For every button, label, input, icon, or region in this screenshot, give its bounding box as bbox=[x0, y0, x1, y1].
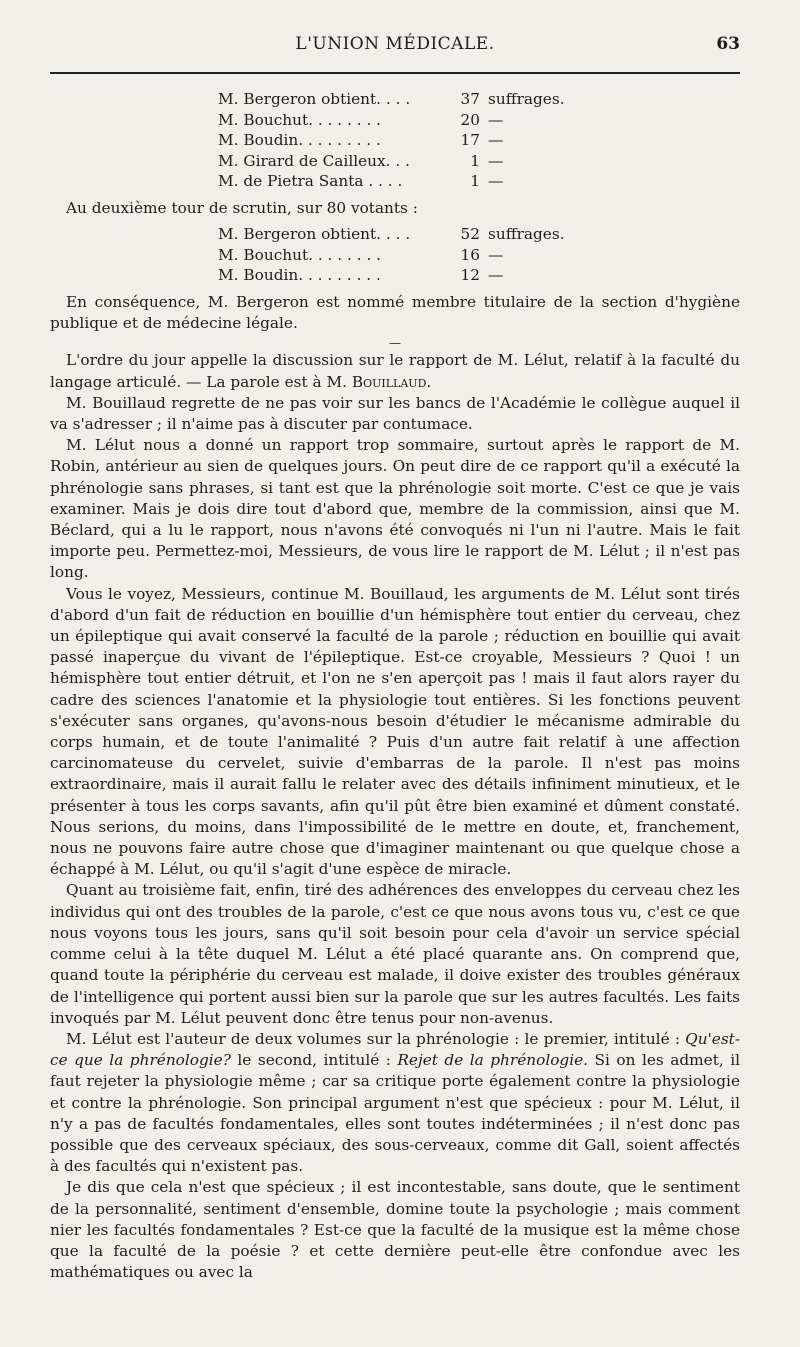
vote-unit: suffrages. bbox=[488, 225, 565, 243]
agenda-end: . bbox=[426, 372, 432, 391]
vote-count: 1 bbox=[470, 172, 480, 190]
section-separator: — bbox=[389, 336, 401, 351]
body-paragraph: Quant au troisième fait, enfin, tiré des adhérences des enveloppes du cerveau chez les individus qui ont des troubles de la parole, c'est ce que nous avons tous vu, c'est ce que nous voyons tous les jours, sans qu'il soit besoin pour cela d'avoir un service spécial comme celui à la tête duquel M. Lélut a été placé quarante ans. On comprend que, quand toute la périphérie du cerveau est malade, il doive exister des troubles généraux de l'intelligence qui portent aussi bien sur la parole que sur les autres facultés. Les faits invoqués par M. Lélut peuvent donc être tenus pour non-avenus. bbox=[50, 881, 740, 1027]
vote-row bbox=[50, 111, 740, 132]
vote-count: 1 bbox=[470, 151, 480, 170]
second-round-results bbox=[50, 225, 740, 287]
vote-unit: — bbox=[488, 151, 504, 170]
vote-row bbox=[50, 246, 740, 267]
candidate-name: M. de Pietra Santa . . . . bbox=[218, 172, 403, 190]
vote-unit: suffrages. bbox=[488, 90, 565, 108]
vote-row bbox=[50, 131, 740, 152]
vote-count: 37 bbox=[460, 90, 480, 108]
vote-row bbox=[50, 152, 740, 173]
vote-count: 17 bbox=[460, 131, 480, 149]
vote-row bbox=[50, 225, 740, 246]
second-round-intro: Au deuxième tour de scrutin, sur 80 votants : bbox=[66, 199, 418, 217]
book-title: Rejet de la phrénologie. bbox=[397, 1051, 589, 1070]
candidate-name: M. Boudin. . . . . . . . . bbox=[218, 131, 381, 149]
header-rule bbox=[50, 72, 740, 74]
vote-count: 52 bbox=[460, 225, 480, 243]
vote-unit: — bbox=[488, 266, 504, 284]
vote-count: 16 bbox=[460, 245, 480, 264]
body-paragraph bbox=[50, 1029, 740, 1177]
candidate-name: M. Bergeron obtient. . . . bbox=[218, 225, 411, 243]
text-run: M. Lélut est l'auteur de deux volumes sur la phrénologie : le premier, intitulé : bbox=[66, 1029, 686, 1048]
running-head: L'UNION MÉDICALE. bbox=[295, 34, 495, 54]
article-body bbox=[50, 292, 740, 1283]
book-title: Qu'est-ce que la phrénologie? bbox=[50, 1029, 740, 1070]
text-run: le second, intitulé : bbox=[230, 1051, 398, 1070]
vote-count: 12 bbox=[460, 266, 480, 284]
vote-unit: — bbox=[488, 245, 504, 264]
vote-row bbox=[50, 90, 740, 111]
body-paragraph: Je dis que cela n'est que spécieux ; il est incontestable, sans doute, que le sentiment de la personnalité, sentiment d'ensemble, domine toute la psychologie ; mais comment nier les facultés fondamentales ? Est-ce que la faculté de la musique est la même chose que la faculté de la poésie ? et cette dernière peut-elle être confondue avec les mathématiques ou avec la bbox=[50, 1178, 740, 1282]
vote-unit: — bbox=[488, 131, 504, 149]
election-conclusion: En conséquence, M. Bergeron est nommé membre titulaire de la section d'hygiène publique et de médecine légale. bbox=[50, 293, 740, 333]
vote-unit: — bbox=[488, 110, 504, 129]
candidate-name: M. Girard de Cailleux. . . bbox=[218, 151, 410, 170]
page-number: 63 bbox=[716, 34, 740, 54]
agenda-paragraph bbox=[50, 350, 740, 392]
body-paragraph: Vous le voyez, Messieurs, continue M. Bouillaud, les arguments de M. Lélut sont tirés d'abord d'un fait de réduction en bouillie d'un hémisphère tout entier du cerveau, chez un épileptique qui avait conservé la faculté de la parole ; réduction en bouillie qui avait passé inaperçue du vivant de l'épileptique. Est-ce croyable, Messieurs ? Quoi ! un hémisphère tout entier détruit, et l'on ne s'en aperçoit pas ! mais il faut alors rayer du cadre des sciences l'anatomie et la physiologie tout entières. Si les fonctions peuvent s'exécuter sans organes, qu'avons-nous besoin d'étudier le mécanisme admirable du corps humain, et de toute l'animalité ? Puis d'un autre fait relatif à une affection carcinomateuse du cervelet, suivie d'embarras de la parole. Il n'est pas moins extraordinaire, mais il aurait fallu le relater avec des détails infiniment minutieux, et le présenter à tous les corps savants, afin qu'il pût être bien examiné et dûment constaté. Nous serions, du moins, dans l'impossibilité de le mettre en doute, et, franchement, nous ne pouvons faire autre chose que d'imaginer maintenant ou que quelque chose a échappé à M. Lélut, ou qu'il s'agit d'une espèce de miracle. bbox=[50, 584, 740, 879]
candidate-name: M. Bergeron obtient. . . . bbox=[218, 90, 411, 108]
candidate-name: M. Bouchut. . . . . . . . bbox=[218, 245, 382, 264]
body-paragraph: M. Lélut nous a donné un rapport trop sommaire, surtout après le rapport de M. Robin, antérieur au sien de quelques jours. On peut dire de ce rapport qu'il a exécuté la phrénologie sans phrases, si tant est que la phrénologie soit morte. C'est ce que je vais examiner. Mais je dois dire tout d'abord que, membre de la commission, ainsi que M. Béclard, qui a lu le rapport, nous n'avons été convoqués ni l'un ni l'autre. Mais le fait importe peu. Permettez-moi, Messieurs, de vous lire le rapport de M. Lélut ; il n'est pas long. bbox=[50, 436, 740, 582]
text-run: Si on les admet, il faut rejeter la physiologie même ; car sa critique porte également contre la physiologie et contre la phrénologie. Son principal argument n'est que spécieux : pour M. Lélut, il n'y a pas de facultés fondamentales, elles sont toutes indéterminées ; il n'est donc pas possible que des cerveaux spéciaux, des sous-cerveaux, comme dit Gall, soient affectés à des facultés qui n'existent pas. bbox=[50, 1051, 740, 1176]
vote-row bbox=[50, 172, 740, 193]
body-paragraph: M. Bouillaud regrette de ne pas voir sur les bancs de l'Académie le collègue auquel il va s'adresser ; il n'aime pas à discuter par contumace. bbox=[50, 393, 740, 434]
candidate-name: M. Bouchut. . . . . . . . bbox=[218, 110, 382, 129]
page-header bbox=[50, 34, 740, 60]
candidate-name: M. Boudin. . . . . . . . . bbox=[218, 266, 381, 284]
vote-row bbox=[50, 266, 740, 287]
first-round-results bbox=[50, 90, 740, 193]
speaker-name: Bouillaud bbox=[351, 372, 427, 391]
agenda-text: L'ordre du jour appelle la discussion sur le rapport de M. Lélut, relatif à la faculté du langage articulé. — La parole est à M. bbox=[50, 351, 740, 391]
vote-unit: — bbox=[488, 172, 504, 190]
vote-count: 20 bbox=[460, 110, 480, 129]
